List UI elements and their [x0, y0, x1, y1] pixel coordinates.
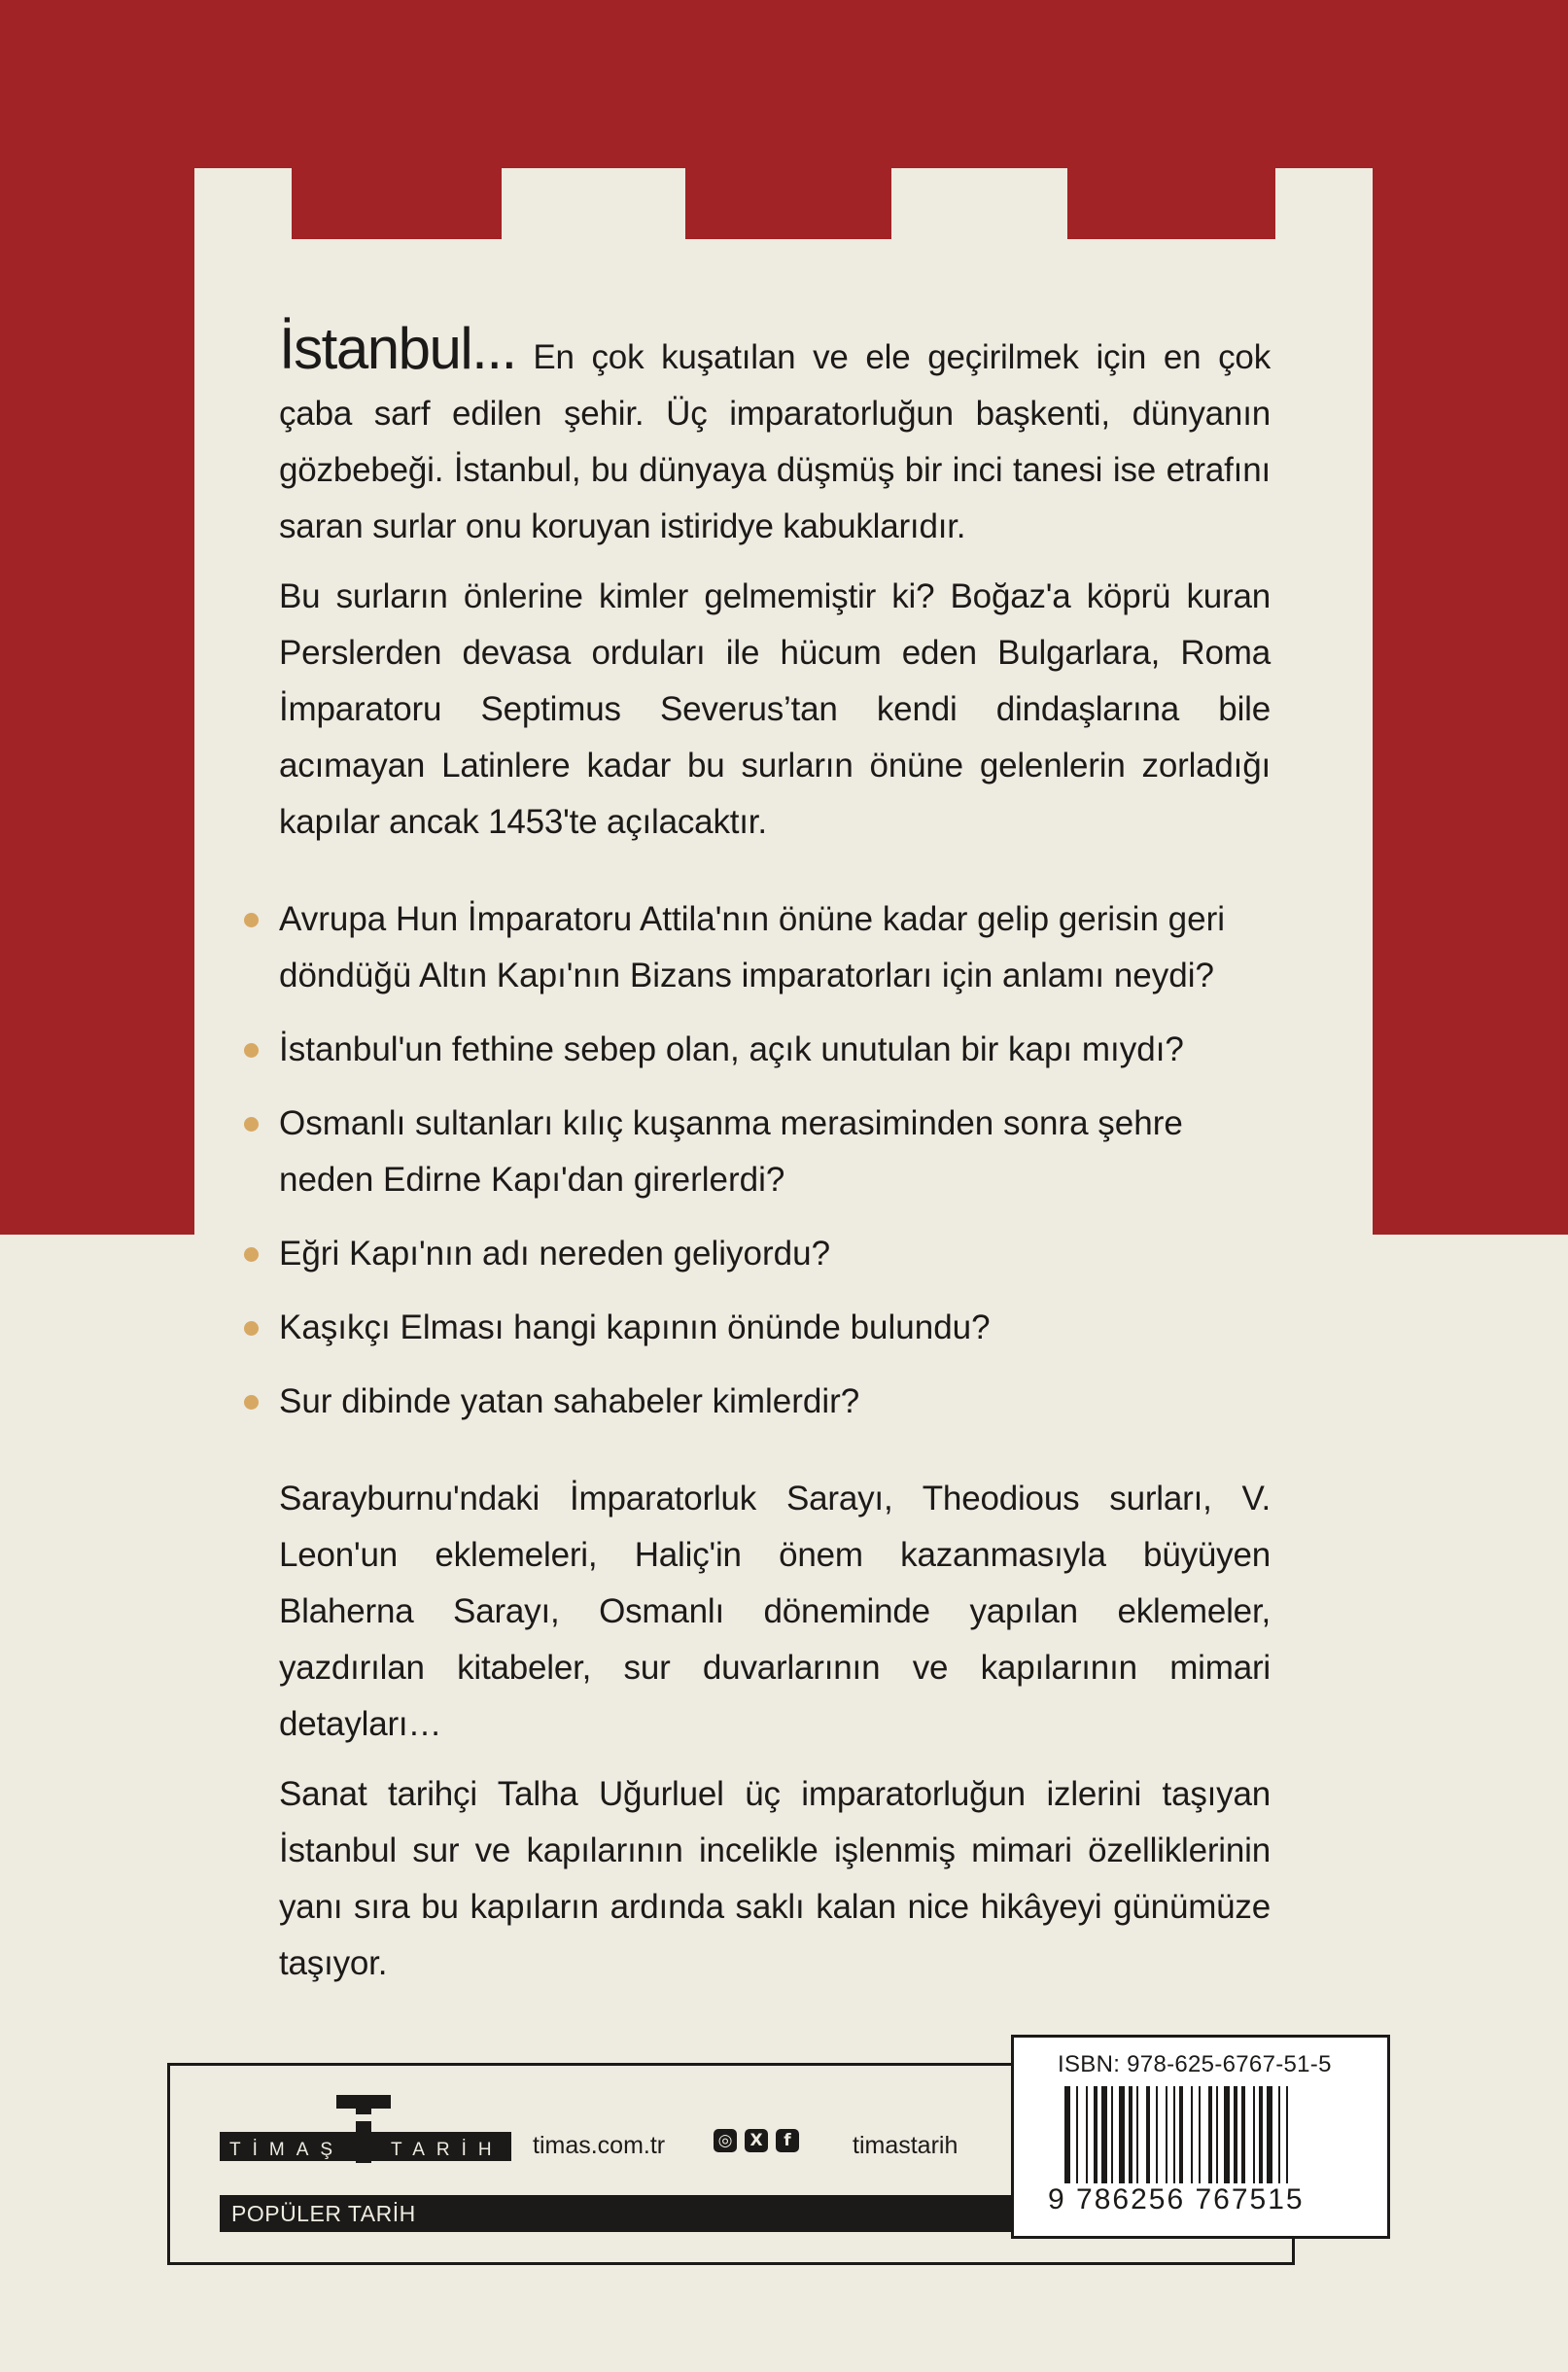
paragraph-author: Sanat tarihçi Talha Uğurluel üç imparatorluğun izlerini taşıyan İstanbul sur ve kapılarının incelikle işlenmiş mimari özelliklerinin yanı sıra bu kapıların ardında saklı kalan nice hikâyeyi günümüze taşıyor. — [279, 1775, 1271, 1982]
x-icon[interactable]: X — [745, 2129, 768, 2152]
barcode-bar — [1064, 2086, 1070, 2191]
bullet-icon — [244, 1321, 259, 1336]
question-text: Avrupa Hun İmparatoru Attila'nın önüne kadar gelip gerisin geri döndüğü Altın Kapı'nın Bizans imparatorları için anlamı neydi? — [279, 900, 1226, 994]
question-text: Osmanlı sultanları kılıç kuşanma merasiminden sonra şehre neden Edirne Kapı'dan girerlerdi? — [279, 1104, 1183, 1199]
bullet-icon — [244, 1043, 259, 1058]
barcode-bar — [1253, 2086, 1255, 2191]
instagram-icon[interactable]: ◎ — [714, 2129, 737, 2152]
barcode-bar — [1129, 2086, 1132, 2191]
bullet-icon — [244, 1247, 259, 1262]
battlement-notch-2 — [685, 168, 891, 239]
list-item — [279, 1022, 1271, 1078]
publisher-website[interactable]: timas.com.tr — [533, 2132, 666, 2159]
barcode-bar — [1241, 2086, 1245, 2191]
list-item — [279, 891, 1271, 1004]
bullet-icon — [244, 1395, 259, 1410]
barcode-bar — [1259, 2086, 1263, 2191]
question-text: Eğri Kapı'nın adı nereden geliyordu? — [279, 1235, 831, 1273]
social-handle: timastarih — [853, 2132, 958, 2159]
barcode-bar — [1166, 2086, 1167, 2191]
barcode-digits: 9 786256 767515 — [1045, 2183, 1307, 2216]
barcode-bar — [1286, 2086, 1288, 2191]
question-list — [279, 891, 1271, 1430]
battlement-notch-3 — [1067, 168, 1275, 239]
question-text: İstanbul'un fethine sebep olan, açık unutulan bir kapı mıydı? — [279, 1030, 1184, 1068]
list-item — [279, 1226, 1271, 1282]
bullet-icon — [244, 913, 259, 927]
back-cover-text — [279, 316, 1271, 1992]
barcode-bar — [1094, 2086, 1098, 2191]
list-item — [279, 1374, 1271, 1430]
barcode-bar — [1199, 2086, 1201, 2191]
logo-right-text: TARİH — [391, 2140, 504, 2160]
isbn-label: ISBN: 978-625-6767-51-5 — [1058, 2051, 1332, 2077]
barcode-bar — [1234, 2086, 1237, 2191]
intro-paragraph — [279, 316, 1271, 555]
barcode-bar — [1191, 2086, 1193, 2191]
barcode-bar — [1156, 2086, 1158, 2191]
barcode-bar — [1224, 2086, 1230, 2191]
barcode-bar — [1076, 2086, 1078, 2191]
intro-title: İstanbul... — [279, 316, 516, 381]
list-item — [279, 1300, 1271, 1356]
barcode-bar — [1086, 2086, 1088, 2191]
facebook-icon[interactable]: f — [776, 2129, 799, 2152]
social-icons — [714, 2129, 799, 2152]
barcode-bar — [1216, 2086, 1218, 2191]
series-label: POPÜLER TARİH — [231, 2201, 416, 2226]
paragraph-architecture: Sarayburnu'ndaki İmparatorluk Sarayı, Theodious surları, V. Leon'un eklemeleri, Haliç'in önem kazanmasıyla büyüyen Blaherna Sarayı, Osmanlı döneminde yapılan eklemeler, yazdırılan kitabeler, sur duvarlarının ve kapılarının mimari detayları… — [279, 1480, 1271, 1743]
barcode-bar — [1111, 2086, 1113, 2191]
barcode-bar — [1146, 2086, 1150, 2191]
barcode-bar — [1267, 2086, 1272, 2191]
publisher-logo — [220, 2093, 511, 2169]
barcode-bar — [1119, 2086, 1125, 2191]
barcode-bar — [1101, 2086, 1107, 2191]
barcode — [1063, 2086, 1335, 2198]
paragraph-walls-history: Bu surların önlerine kimler gelmemiştir ki? Boğaz'a köprü kuran Perslerden devasa orduları ile hücum eden Bulgarlara, Roma İmparatoru Septimus Severus’tan kendi dindaşlarına bile acımayan Latinlere kadar bu surların önüne gelenlerin zorladığı kapılar ancak 1453'te açılacaktır. — [279, 577, 1271, 841]
intro-text: En çok kuşatılan ve ele geçirilmek için en çok çaba sarf edilen şehir. Üç imparatorluğun başkenti, dünyanın gözbebeği. İstanbul, bu dünyaya düşmüş bir inci tanesi ise etrafını saran surlar onu koruyan istiridye kabuklarıdır. — [279, 338, 1271, 545]
list-item — [279, 1096, 1271, 1208]
question-text: Sur dibinde yatan sahabeler kimlerdir? — [279, 1382, 860, 1420]
battlement-notch-1 — [292, 168, 502, 239]
question-text: Kaşıkçı Elması hangi kapının önünde bulundu? — [279, 1308, 991, 1346]
barcode-bar — [1136, 2086, 1138, 2191]
barcode-bar — [1179, 2086, 1183, 2191]
barcode-bar — [1208, 2086, 1212, 2191]
barcode-bar — [1278, 2086, 1280, 2191]
logo-left-text: TİMAŞ — [229, 2140, 345, 2160]
bullet-icon — [244, 1117, 259, 1132]
barcode-bar — [1173, 2086, 1175, 2191]
